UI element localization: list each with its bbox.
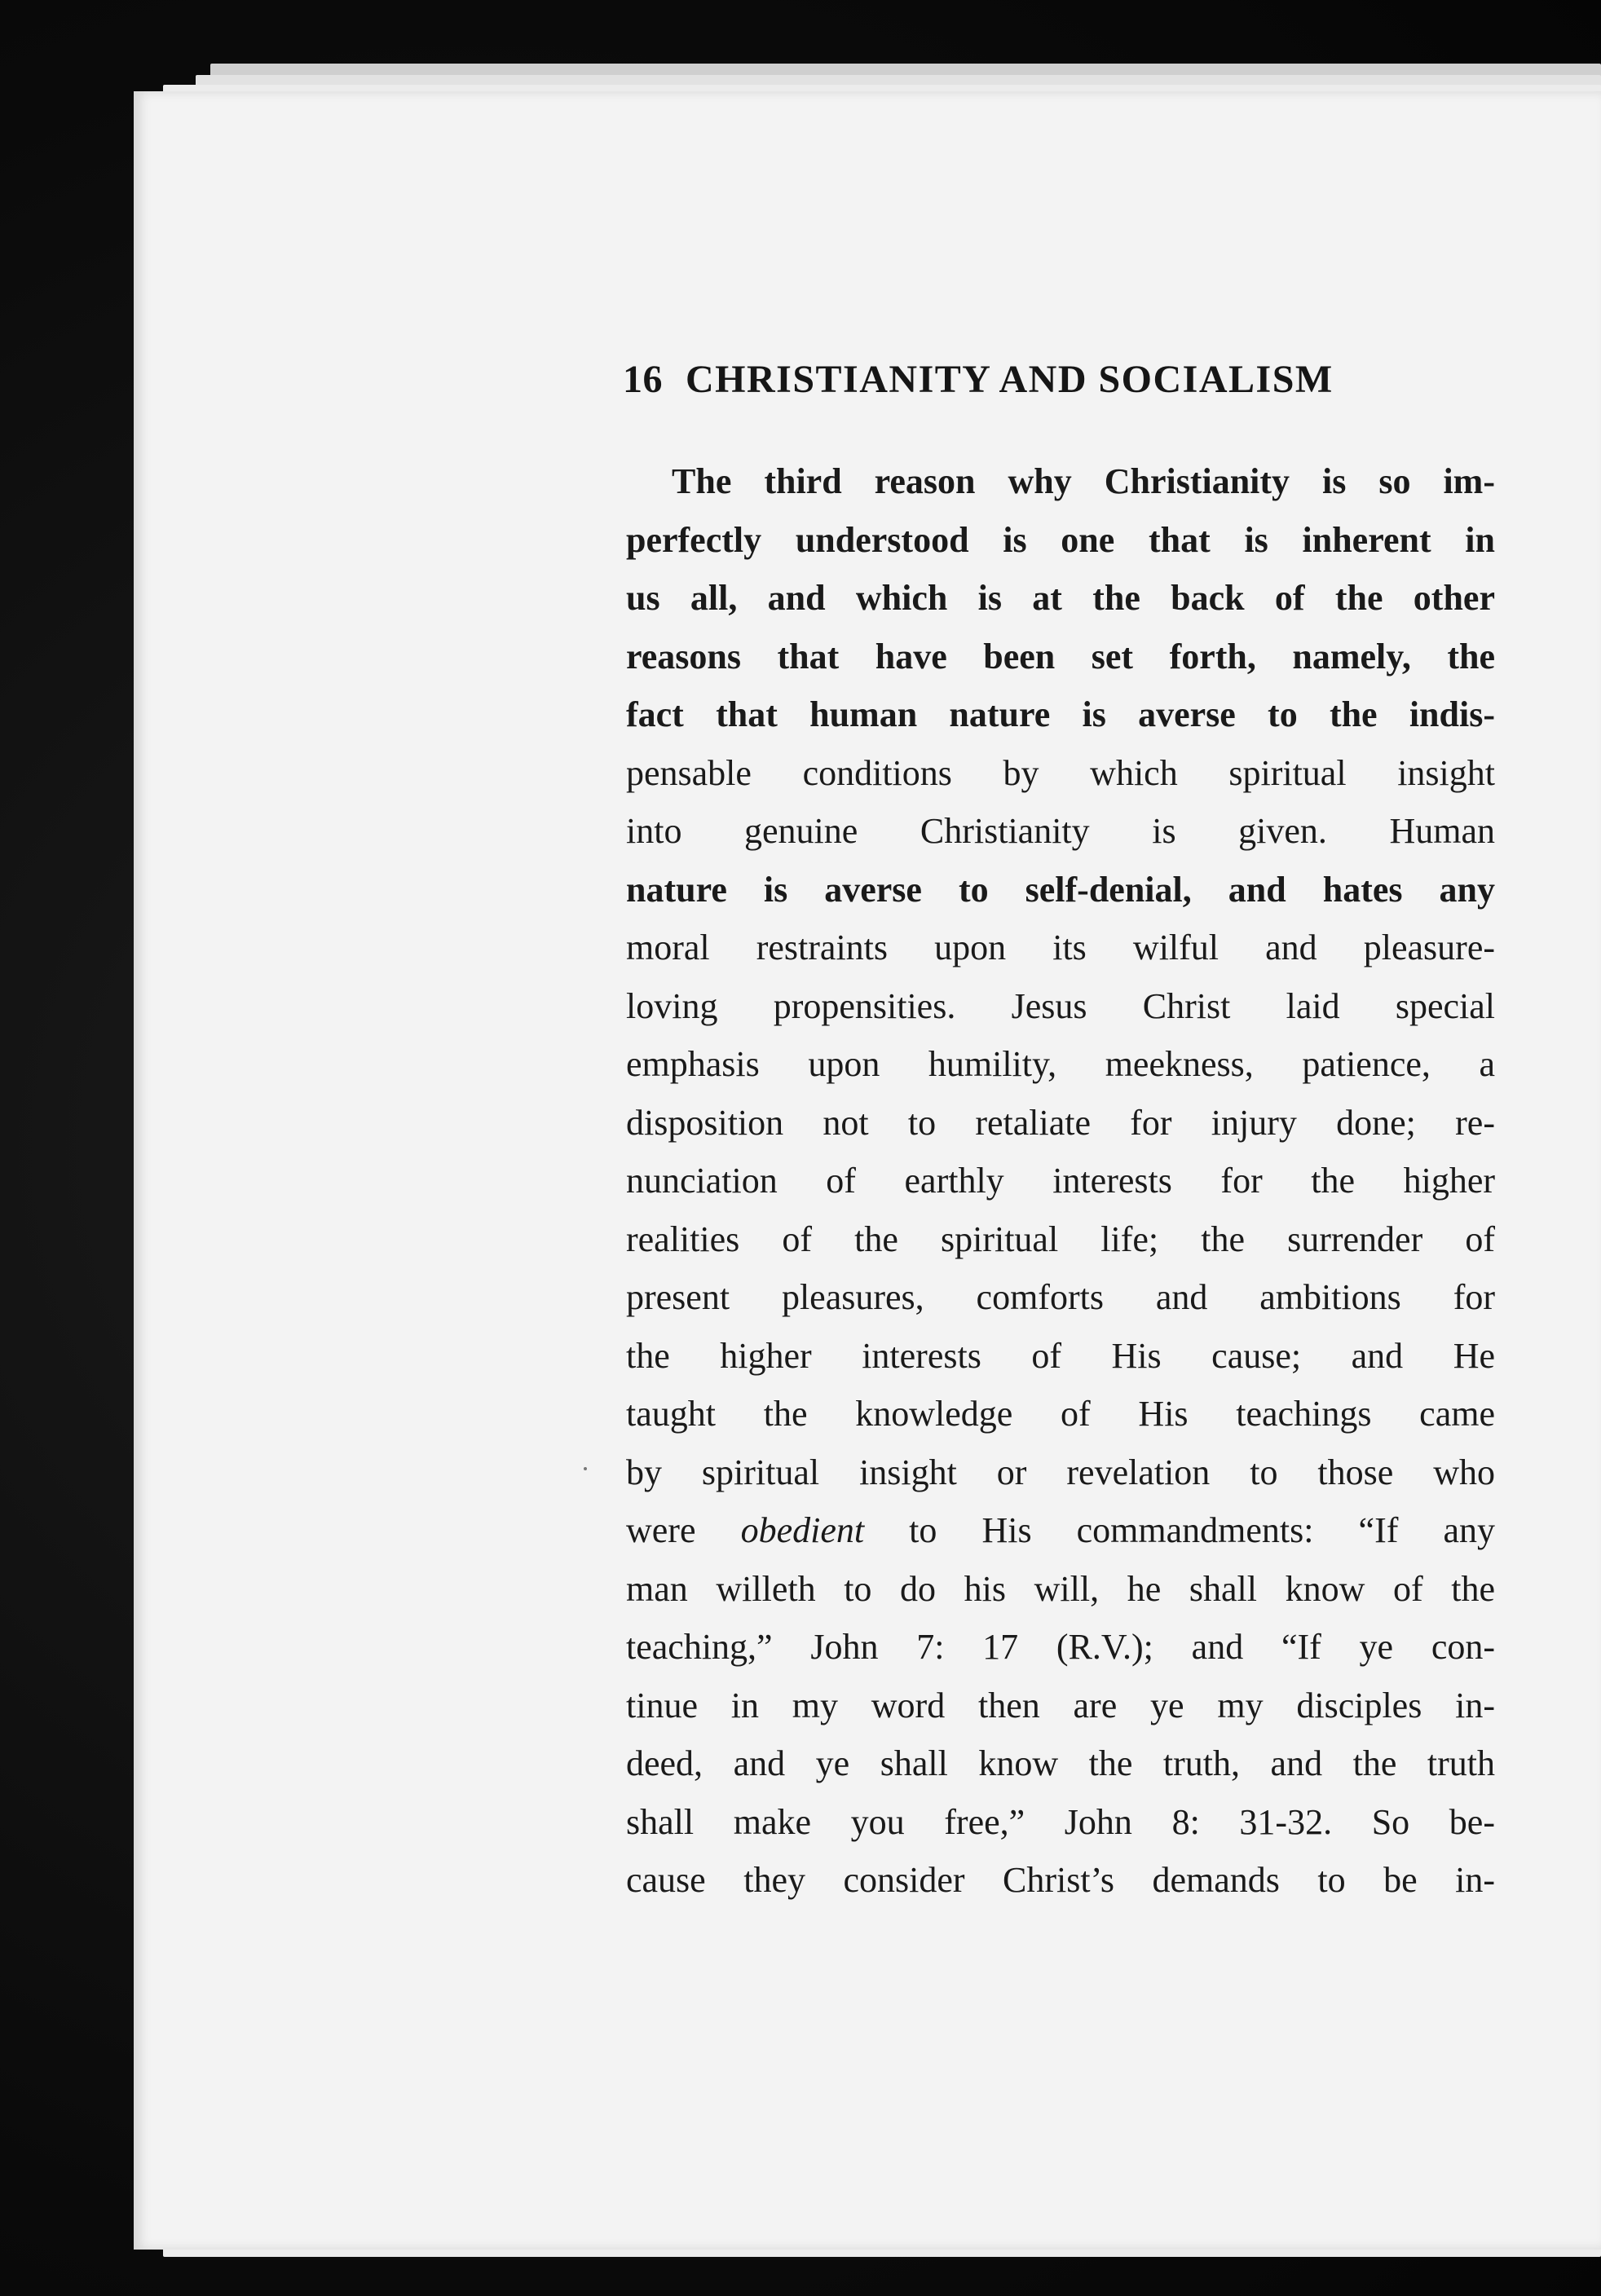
text-line: us all, and which is at the back of the other [626, 578, 1495, 618]
emphasized-word: obedient [740, 1510, 865, 1550]
text-line: The third reason why Christianity is so im- [672, 461, 1495, 501]
text-line: disposition not to retaliate for injury done; re- [626, 1102, 1495, 1143]
text-line: moral restraints upon its wilful and pleasure- [626, 928, 1495, 967]
text-line: man willeth to do his will, he shall know of the [626, 1568, 1495, 1609]
text-line: tinue in my word then are ye my disciples in- [626, 1685, 1495, 1725]
text-line: emphasis upon humility, meekness, patience, a [626, 1044, 1495, 1084]
text-line: reasons that have been set forth, namely, the [626, 636, 1495, 676]
text-line: nunciation of earthly interests for the higher [626, 1161, 1495, 1201]
text-line: realities of the spiritual life; the surrender of [626, 1219, 1495, 1259]
text-line: nature is averse to self-denial, and hates any [626, 869, 1495, 910]
text-line: into genuine Christianity is given. Human [626, 811, 1495, 851]
text-line: deed, and ye shall know the truth, and the truth [626, 1743, 1495, 1783]
text-line: cause they consider Christ’s demands to be in- [626, 1860, 1495, 1900]
running-head: CHRISTIANITY AND SOCIALISM [686, 358, 1334, 401]
text-line: taught the knowledge of His teachings came [626, 1394, 1495, 1434]
text-line: the higher interests of His cause; and He [626, 1335, 1495, 1376]
page-number: 16 [623, 358, 663, 401]
text-line: pensable conditions by which spiritual insight [626, 752, 1495, 793]
text-line: shall make you free,” John 8: 31-32. So be- [626, 1801, 1495, 1842]
text-line: perfectly understood is one that is inherent in [626, 519, 1495, 560]
text-line: fact that human nature is averse to the indis- [626, 694, 1495, 734]
body-paragraph [626, 452, 1495, 1910]
text-line: by spiritual insight or revelation to those who [626, 1452, 1495, 1492]
text-line: loving propensities. Jesus Christ laid special [626, 985, 1495, 1026]
text-line: were obedient to His commandments: “If any [626, 1510, 1495, 1550]
page-header [623, 357, 1471, 402]
scan-speck [584, 1467, 587, 1470]
text-line: teaching,” John 7: 17 (R.V.); and “If ye con- [626, 1627, 1495, 1667]
text-line: present pleasures, comforts and ambitions for [626, 1277, 1495, 1317]
